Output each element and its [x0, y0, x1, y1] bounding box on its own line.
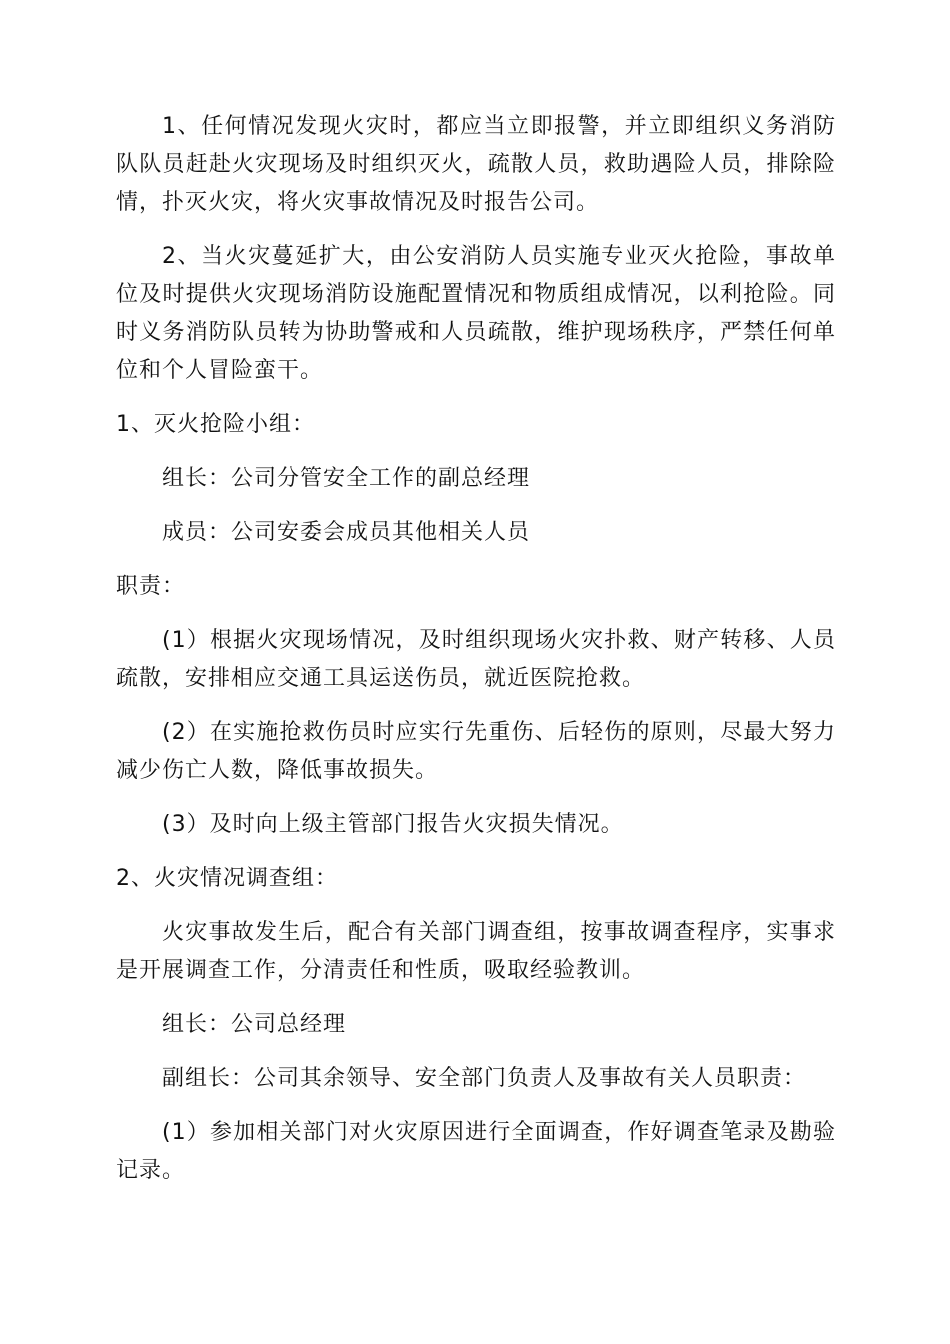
paragraph-duty-2: (2）在实施抢救伤员时应实行先重伤、后轻伤的原则，尽最大努力减少伤亡人数，降低事故损失。 [116, 720, 836, 783]
paragraph-group-members: 成员：公司安委会成员其他相关人员 [162, 520, 531, 545]
paragraph-investigation-leader: 组长：公司总经理 [162, 1012, 347, 1037]
paragraph-fire-alarm: 1、任何情况发现火灾时，都应当立即报警，并立即组织义务消防队队员赶赴火灾现场及时组织灭火，疏散人员，救助遇险人员，排除险情，扑灭火灾，将火灾事故情况及时报告公司。 [116, 114, 836, 215]
paragraph-group-leader: 组长：公司分管安全工作的副总经理 [162, 466, 531, 491]
heading-duties: 职责： [116, 574, 186, 599]
heading-firefighting-group: 1、灭火抢险小组： [116, 412, 315, 437]
paragraph-investigation-desc: 火灾事故发生后，配合有关部门调查组，按事故调查程序，实事求是开展调查工作，分清责任和性质，吸取经验教训。 [116, 920, 836, 983]
paragraph-duty-3: (3）及时向上级主管部门报告火灾损失情况。 [162, 812, 624, 837]
paragraph-investigation-duty-1: (1）参加相关部门对火灾原因进行全面调查，作好调查笔录及勘验记录。 [116, 1120, 836, 1183]
heading-investigation-group: 2、火灾情况调查组： [116, 866, 338, 891]
paragraph-fire-spread: 2、当火灾蔓延扩大，由公安消防人员实施专业灭火抢险，事故单位及时提供火灾现场消防设施配置情况和物质组成情况，以利抢险。同时义务消防队员转为协助警戒和人员疏散，维护现场秩序，严禁任何单位和个人冒险蛮干。 [116, 244, 836, 383]
paragraph-duty-1: (1）根据火灾现场情况，及时组织现场火灾扑救、财产转移、人员疏散，安排相应交通工具运送伤员，就近医院抢救。 [116, 628, 836, 691]
document-body [116, 108, 836, 1206]
paragraph-investigation-deputy: 副组长：公司其余领导、安全部门负责人及事故有关人员职责： [162, 1066, 807, 1091]
